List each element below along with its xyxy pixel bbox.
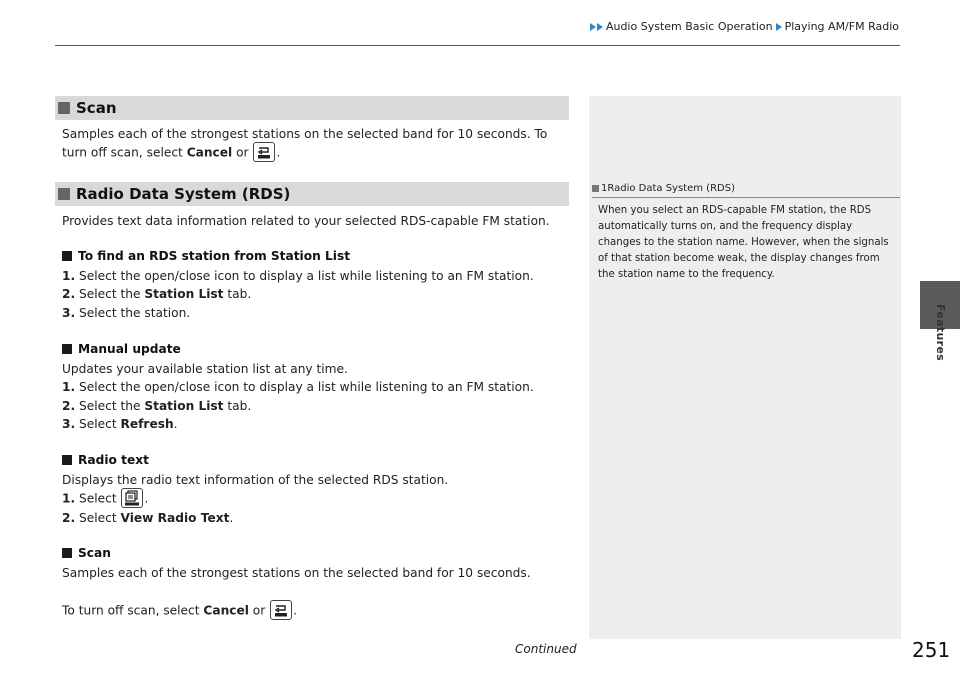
cancel-label: Cancel: [186, 145, 233, 160]
period: .: [276, 145, 281, 160]
step-text: .: [173, 417, 178, 432]
period: .: [293, 603, 298, 618]
scan-text: Samples each of the strongest stations on the selected band for 10 seconds. To turn off scan, select: [62, 127, 548, 160]
step-text: Select the: [79, 287, 145, 302]
section-bar-scan: [55, 96, 569, 120]
breadcrumb-arrow-icon: [776, 23, 782, 31]
subheading-text: Scan: [78, 546, 111, 560]
or-text: or: [248, 603, 270, 618]
list-item: [62, 397, 572, 415]
step-bold: Station List: [144, 287, 224, 302]
subheading-text: To find an RDS station from Station List: [78, 249, 351, 263]
subheading-manual-update: [62, 342, 181, 356]
step-text: Select: [79, 511, 121, 526]
subheading-square-icon: [62, 455, 72, 465]
step-number: 1.: [62, 491, 76, 506]
subheading-text: Manual update: [78, 342, 181, 356]
section-title-scan: Scan: [76, 99, 117, 117]
step-number: 1.: [62, 380, 76, 395]
manual-update-intro: Updates your available station list at any time.: [62, 362, 348, 376]
radio-text-content: [62, 471, 572, 528]
section-square-icon: [58, 102, 70, 114]
back-button-icon: [270, 600, 292, 620]
step-bold: View Radio Text: [120, 511, 230, 526]
section-bar-rds: [55, 182, 569, 206]
back-button-icon: [253, 142, 275, 162]
subheading-square-icon: [62, 344, 72, 354]
radio-text-intro: Displays the radio text information of the selected RDS station.: [62, 473, 449, 487]
step-text: Select: [79, 491, 121, 506]
subheading-radio-text: [62, 453, 149, 467]
step-text: tab.: [223, 398, 252, 413]
step-text: Select: [79, 417, 121, 432]
breadcrumb-page[interactable]: Playing AM/FM Radio: [784, 20, 899, 33]
note-number: 1: [601, 183, 608, 194]
breadcrumb-section[interactable]: Audio System Basic Operation: [605, 20, 773, 33]
breadcrumb-arrow-icon: [597, 23, 603, 31]
list-item: [62, 378, 572, 396]
or-text: or: [232, 145, 253, 160]
list-item: [62, 267, 572, 285]
step-number: 2.: [62, 398, 76, 413]
step-text: .: [144, 491, 149, 506]
list-item: [62, 285, 572, 303]
step-text: Select the open/close icon to display a list while listening to an FM station.: [79, 269, 534, 283]
subheading-text: Radio text: [78, 453, 149, 467]
header-rule: [55, 45, 900, 46]
step-bold: Refresh: [120, 417, 174, 432]
list-item: [62, 509, 572, 527]
step-number: 3.: [62, 417, 76, 432]
page-number: 251: [912, 638, 951, 662]
chapter-tab-text: Features: [933, 303, 947, 361]
chapter-tab-label: [920, 302, 960, 362]
step-text: tab.: [223, 287, 252, 302]
step-number: 2.: [62, 287, 76, 302]
note-title: Radio Data System (RDS): [607, 183, 735, 194]
sidebar-notes-panel: [589, 96, 901, 639]
subheading-find-station: [62, 249, 350, 263]
rds-intro: Provides text data information related to your selected RDS-capable FM station.: [62, 214, 550, 228]
note-rule: [592, 197, 900, 198]
scan-sub-text: Samples each of the strongest stations on the selected band for 10 seconds.: [62, 566, 531, 580]
note-heading: [592, 183, 900, 194]
continued-label: Continued: [515, 642, 577, 656]
scan-description: [62, 125, 572, 163]
list-item: [62, 415, 572, 433]
cancel-label: Cancel: [203, 603, 249, 618]
manual-update-content: [62, 360, 572, 434]
step-text: .: [229, 511, 234, 526]
step-number: 2.: [62, 511, 76, 526]
scan-turn-off: [62, 601, 572, 621]
step-text: Select the open/close icon to display a list while listening to an FM station.: [79, 380, 534, 395]
step-bold: Station List: [144, 398, 224, 413]
section-title-rds: Radio Data System (RDS): [76, 185, 291, 203]
subheading-square-icon: [62, 548, 72, 558]
note-marker-icon: [592, 185, 599, 192]
step-number: 3.: [62, 305, 76, 320]
step-text: Select the: [79, 398, 145, 413]
breadcrumb-arrow-icon: [590, 23, 596, 31]
find-station-steps: [62, 267, 572, 322]
subheading-scan: [62, 546, 111, 560]
list-item: [62, 304, 572, 322]
step-text: Select the station.: [79, 305, 191, 320]
list-item: [62, 489, 572, 509]
breadcrumb: [587, 20, 899, 33]
step-number: 1.: [62, 269, 76, 283]
section-square-icon: [58, 188, 70, 200]
menu-button-icon: [121, 488, 143, 508]
turn-off-text: To turn off scan, select: [62, 603, 204, 618]
subheading-square-icon: [62, 251, 72, 261]
note-body: When you select an RDS-capable FM station, the RDS automatically turns on, and the frequency display changes to the station name. However, when the signals of that station become weak, the display changes from the station name to the frequency.: [598, 205, 889, 280]
